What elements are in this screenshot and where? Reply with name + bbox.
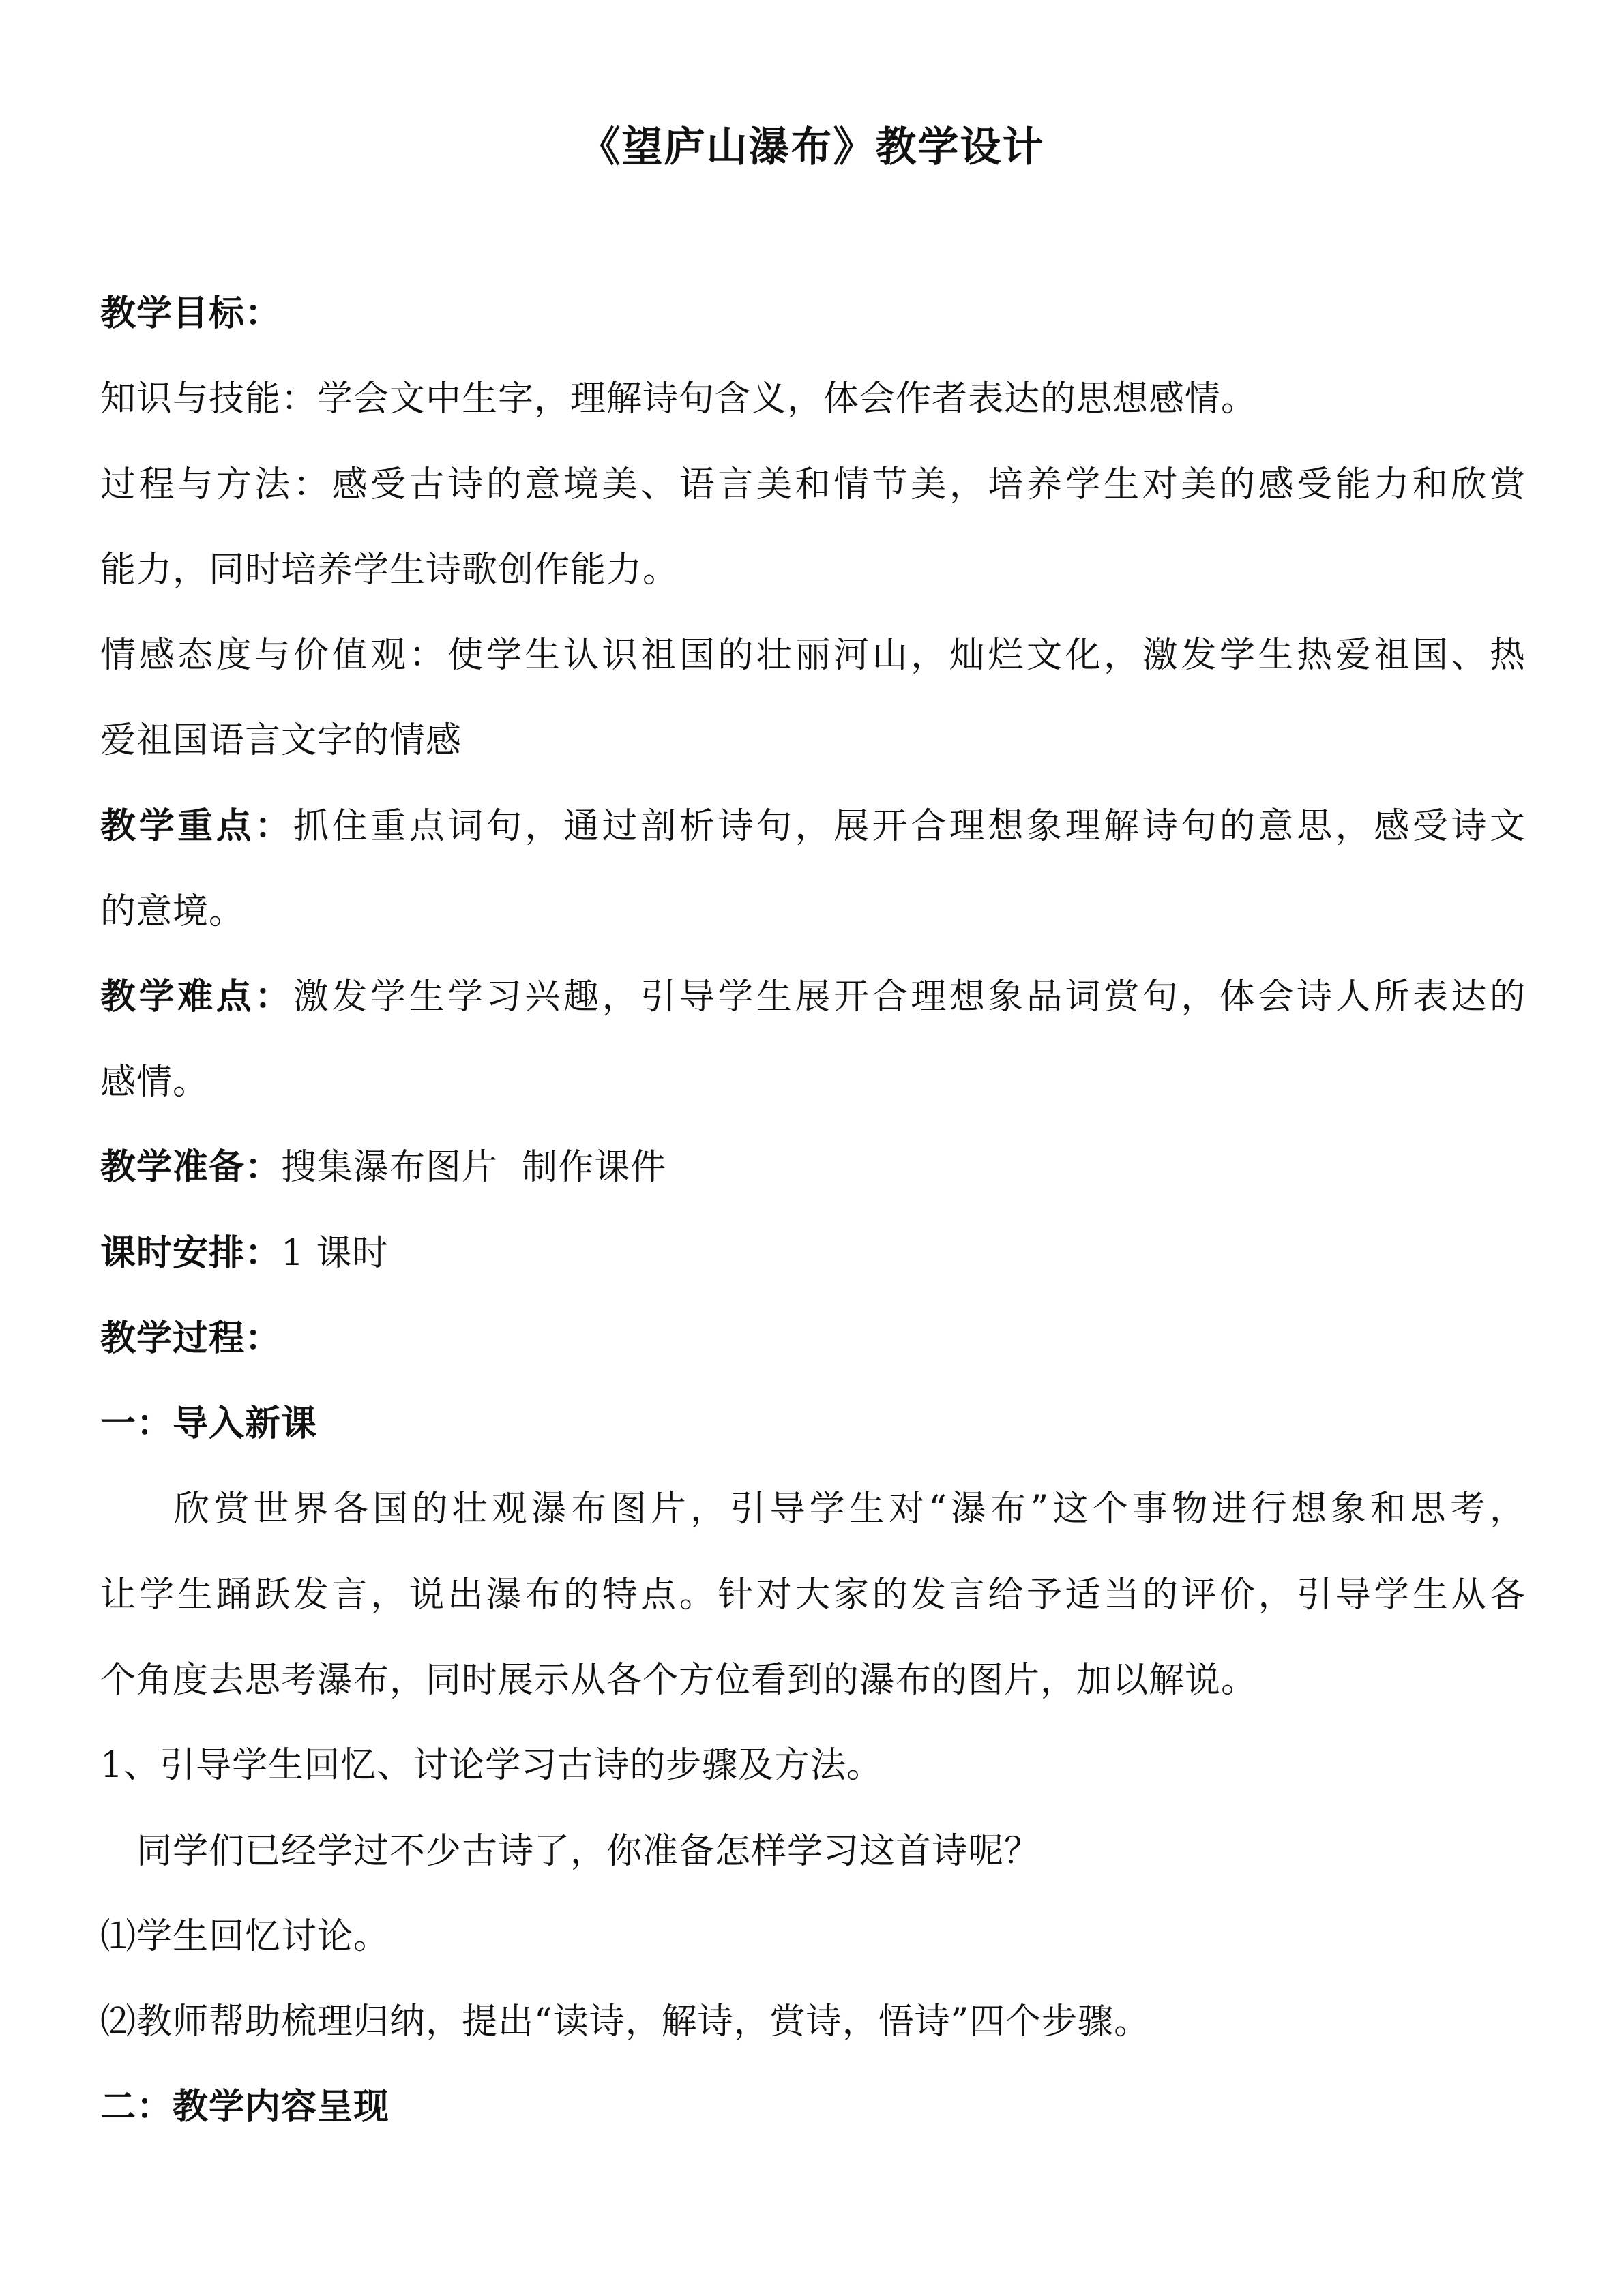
teaching-prep-label: 教学准备： <box>100 1147 282 1188</box>
sub-step-1: ⑴学生回忆讨论。 <box>100 1916 390 1957</box>
process-method-line-2: 能力，同时培养学生诗歌创作能力。 <box>100 550 679 591</box>
teaching-difficulty-text-1: 激发学生学习兴趣，引导学生展开合理想象品词赏句，体会诗人所表达的 <box>293 976 1526 1017</box>
section-1-paragraph-line-2: 让学生踊跃发言，说出瀑布的特点。针对大家的发言给予适当的评价，引导学生从各 <box>100 1575 1526 1615</box>
step-1-line: 1、引导学生回忆、讨论学习古诗的步骤及方法。 <box>100 1745 883 1786</box>
schedule-line <box>100 1233 1526 1274</box>
schedule-label: 课时安排： <box>100 1233 282 1274</box>
emotion-values-line-1: 情感态度与价值观：使学生认识祖国的壮丽河山，灿烂文化，激发学生热爱祖国、热 <box>100 635 1526 676</box>
document-title: 《望庐山瀑布》教学设计 <box>579 123 1045 171</box>
teaching-prep-line <box>100 1147 1526 1188</box>
teaching-difficulty-line-1 <box>100 976 1526 1017</box>
section-1-paragraph-line-1: 欣赏世界各国的壮观瀑布图片，引导学生对“瀑布”这个事物进行想象和思考， <box>174 1489 1526 1530</box>
teaching-focus-line-1 <box>100 806 1526 847</box>
section-1-paragraph-line-3: 个角度去思考瀑布，同时展示从各个方位看到的瀑布的图片，加以解说。 <box>100 1660 1258 1701</box>
teaching-prep-text: 搜集瀑布图片 制作课件 <box>281 1147 667 1188</box>
teaching-difficulty-label: 教学难点： <box>100 976 293 1017</box>
teaching-focus-text-2: 的意境。 <box>100 891 246 932</box>
teaching-focus-text-1: 抓住重点词句，通过剖析诗句，展开合理想象理解诗句的意思，感受诗文 <box>293 806 1526 847</box>
schedule-text: 1 课时 <box>281 1233 389 1274</box>
sub-step-2: ⑵教师帮助梳理归纳，提出“读诗，解诗，赏诗，悟诗”四个步骤。 <box>100 2001 1151 2042</box>
step-1-question: 同学们已经学过不少古诗了，你准备怎样学习这首诗呢？ <box>136 1831 1041 1872</box>
process-method-line-1: 过程与方法：感受古诗的意境美、语言美和情节美，培养学生对美的感受能力和欣赏 <box>100 464 1526 505</box>
emotion-values-line-2: 爱祖国语言文字的情感 <box>100 720 462 761</box>
teaching-focus-label: 教学重点： <box>100 806 293 847</box>
objectives-heading: 教学目标： <box>100 293 282 334</box>
teaching-process-heading: 教学过程： <box>100 1318 282 1359</box>
section-1-heading: 一：导入新课 <box>100 1403 318 1444</box>
section-2-heading: 二：教学内容呈现 <box>100 2087 390 2128</box>
knowledge-skills-line: 知识与技能：学会文中生字，理解诗句含义，体会作者表达的思想感情。 <box>100 378 1258 419</box>
teaching-difficulty-text-2: 感情。 <box>100 1062 209 1103</box>
